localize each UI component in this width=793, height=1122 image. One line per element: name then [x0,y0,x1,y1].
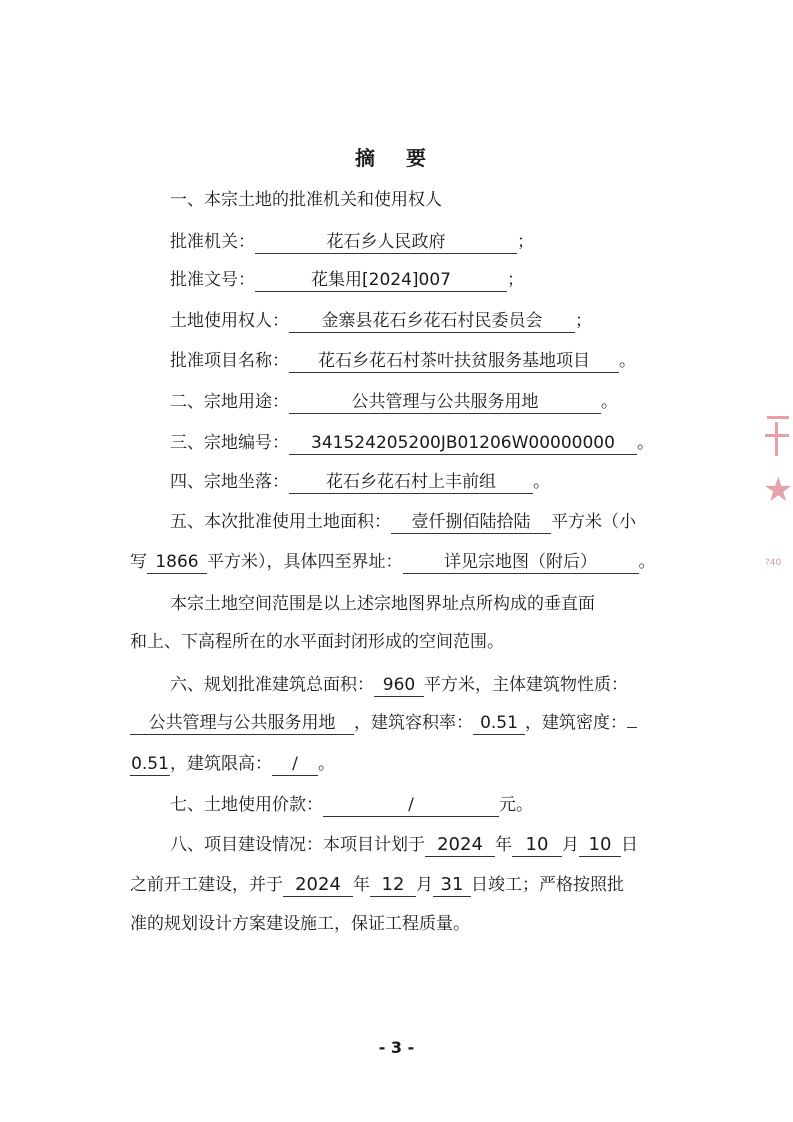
land-price-unit: 元。 [499,795,533,815]
parcel-number-row [170,431,654,455]
land-area-unit-open: 平方米（小 [551,512,636,532]
parcel-location-label: 四、宗地坐落： [170,472,289,492]
construction-line2-start: 之前开工建设，并于 [130,875,283,895]
land-area-number: 1866 [147,551,207,574]
boundary-value: 详见宗地图（附后） [403,551,639,574]
land-use-value: 公共管理与公共服务用地 [289,391,601,414]
land-area-uppercase: 壹仟捌佰陆拾陆 [391,511,551,534]
boundary-end: 。 [638,552,656,572]
height-value: / [272,753,318,776]
space-range-line-1: 本宗土地空间范围是以上述宗地图界址点所构成的垂直面 [170,594,595,614]
parcel-location-value: 花石乡花石村上丰前组 [289,471,533,494]
height-label: ，建筑限高： [170,754,272,774]
construction-line2-end: 日竣工；严格按照批 [471,875,624,895]
end-year-unit: 年 [353,875,370,895]
land-price-label: 七、土地使用价款： [170,795,323,815]
end-month: 12 [370,874,416,897]
start-month-unit: 月 [562,835,579,855]
project-name-label: 批准项目名称： [170,351,289,371]
seal-star-icon: ★ [763,470,793,510]
building-area-label: 六、规划批准建筑总面积： [170,675,374,695]
land-user-label: 土地使用权人： [170,311,289,331]
building-nature-value: 公共管理与公共服务用地 [130,712,354,735]
construction-row-1 [170,833,638,857]
parcel-number-end: 。 [637,433,654,453]
start-year-unit: 年 [495,835,512,855]
height-end: 。 [318,754,335,774]
approval-number-label: 批准文号： [170,270,255,290]
parcel-number-value: 341524205200JB01206W00000000 [289,432,637,455]
approval-number-value: 花集用[2024]007 [255,269,507,292]
approving-authority-row [170,230,534,254]
approval-number-end: ； [507,270,524,290]
construction-label: 八、项目建设情况：本项目计划于 [170,835,425,855]
land-price-row [170,793,533,817]
start-month: 10 [512,834,562,857]
approving-authority-label: 批准机关： [170,232,255,252]
land-user-row [170,309,592,333]
building-area-unit: 平方米，主体建筑物性质： [424,675,628,695]
land-price-value: / [323,794,499,817]
land-area-row-2 [130,550,656,574]
building-nature-row [130,711,637,735]
construction-row-2 [130,873,624,897]
density-underline-start [627,727,637,728]
start-day: 10 [579,834,621,857]
parcel-number-label: 三、宗地编号： [170,433,289,453]
page-title: 摘 要 [355,146,438,170]
approval-number-row [170,268,524,292]
density-label: ，建筑密度： [525,713,627,733]
start-year: 2024 [425,834,495,857]
space-range-line-2: 和上、下高程所在的水平面封闭形成的空间范围。 [130,632,504,652]
end-month-unit: 月 [416,875,433,895]
land-area-label: 五、本次批准使用土地面积： [170,512,391,532]
building-area-value: 960 [374,674,424,697]
land-area-row [170,510,636,534]
end-day: 31 [433,874,471,897]
project-name-value: 花石乡花石村茶叶扶贫服务基地项目 [289,350,619,373]
building-area-row [170,673,628,697]
seal-number: ?40 [765,558,782,568]
project-name-end: 。 [619,351,636,371]
land-user-end: ； [575,311,592,331]
far-value: 0.51 [473,712,525,735]
start-day-unit: 日 [621,835,638,855]
end-year: 2024 [283,874,353,897]
section-1-heading: 一、本宗土地的批准机关和使用权人 [170,190,442,210]
land-use-label: 二、宗地用途： [170,392,289,412]
density-value: 0.51 [131,754,169,774]
page-number: - 3 - [378,1038,415,1057]
parcel-location-row [170,470,550,494]
land-area-unit-close: 平方米），具体四至界址： [207,552,403,572]
project-name-row [170,349,636,373]
land-user-value: 金寨县花石乡花石村民委员会 [289,310,575,333]
land-use-end: 。 [601,392,618,412]
density-height-row [130,752,335,776]
far-label: ，建筑容积率： [354,713,473,733]
seal-stamp-fragment [753,408,793,588]
land-use-row [170,390,618,414]
approving-authority-value: 花石乡人民政府 [255,231,517,254]
construction-row-3: 准的规划设计方案建设施工，保证工程质量。 [130,914,470,934]
land-area-write-label: 写 [130,552,147,572]
parcel-location-end: 。 [533,472,550,492]
approving-authority-end: ； [517,232,534,252]
